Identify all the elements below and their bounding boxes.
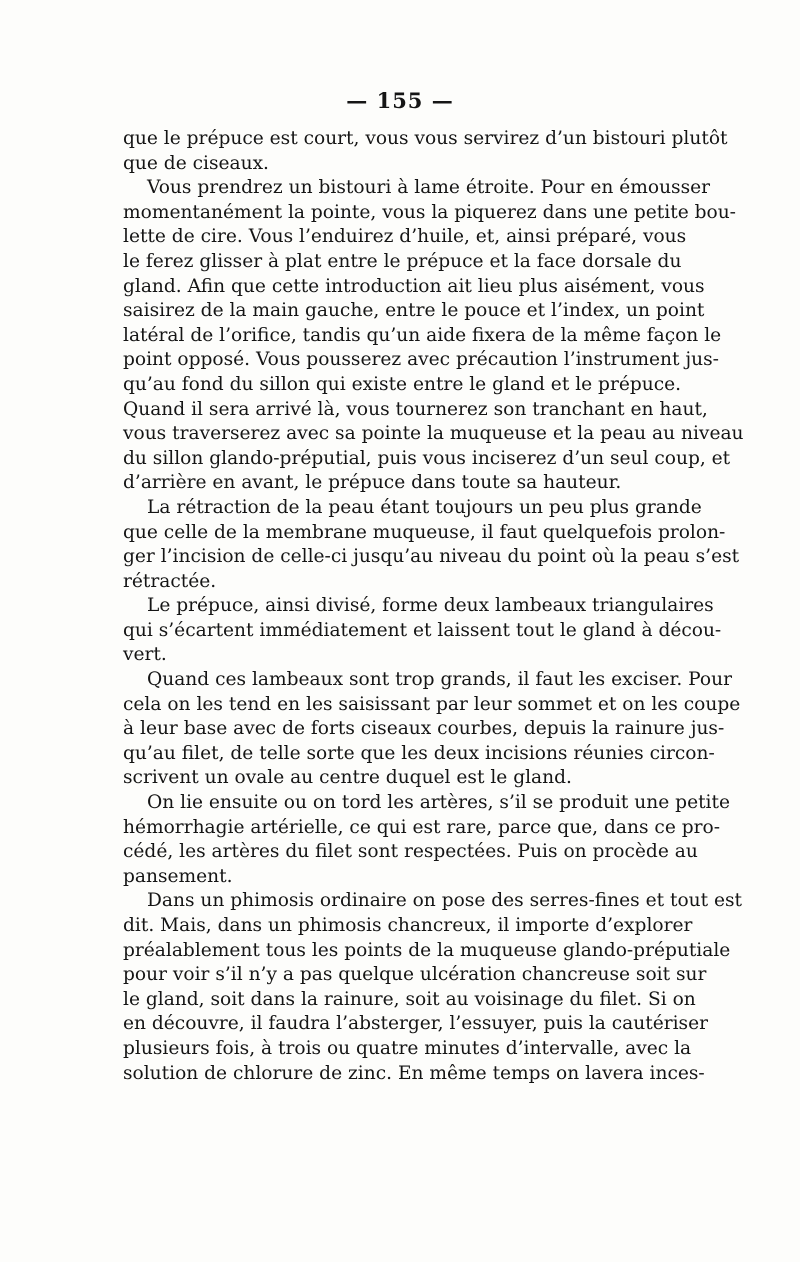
text-line: vert. (123, 644, 167, 666)
text-line: le gland, soit dans la rainure, soit au voisinage du filet. Si on (123, 988, 696, 1010)
text-line: pour voir s’il n’y a pas quelque ulcération chancreuse soit sur (123, 964, 707, 986)
paragraph (123, 791, 730, 889)
text-line: le ferez glisser à plat entre le prépuce et la face dorsale du (123, 250, 682, 272)
text-line: solution de chlorure de zinc. En même temps on lavera inces- (123, 1062, 705, 1084)
paragraph (123, 889, 743, 1086)
paragraph (123, 594, 722, 668)
text-line: saisirez de la main gauche, entre le pouce et l’index, un point (123, 300, 705, 322)
text-line: plusieurs fois, à trois ou quatre minutes d’intervalle, avec la (123, 1037, 692, 1059)
paragraph (123, 496, 740, 594)
text-line: Quand ces lambeaux sont trop grands, il faut les exciser. Pour (147, 669, 732, 691)
text-line: que celle de la membrane muqueuse, il faut quelquefois prolon- (123, 521, 726, 543)
body-text (123, 127, 744, 1086)
text-line: latéral de l’orifice, tandis qu’un aide fixera de la même façon le (123, 324, 722, 346)
text-line: que le prépuce est court, vous vous servirez d’un bistouri plutôt (123, 128, 728, 149)
page-number-header: — 155 — (346, 88, 454, 113)
text-line: cédé, les artères du filet sont respectées. Puis on procède au (123, 841, 698, 863)
text-line: du sillon glando-préputial, puis vous inciserez d’un seul coup, et (123, 447, 731, 469)
paragraph (123, 668, 741, 791)
paragraph (123, 127, 728, 176)
text-line: La rétraction de la peau étant toujours un peu plus grande (147, 496, 702, 518)
text-line: Quand il sera arrivé là, vous tournerez son tranchant en haut, (123, 398, 708, 420)
text-line: à leur base avec de forts ciseaux courbes, depuis la rainure jus- (123, 718, 725, 740)
text-line: cela on les tend en les saisissant par leur sommet et on les coupe (123, 693, 741, 715)
text-line: scrivent un ovale au centre duquel est le gland. (123, 767, 572, 789)
text-line: préalablement tous les points de la muqueuse glando-préputiale (123, 939, 731, 961)
text-line: point opposé. Vous pousserez avec précaution l’instrument jus- (123, 349, 719, 371)
text-line: qui s’écartent immédiatement et laissent tout le gland à décou- (123, 619, 722, 641)
text-line: rétractée. (123, 570, 217, 592)
text-line: dit. Mais, dans un phimosis chancreux, il importe d’explorer (123, 915, 693, 936)
text-line: ger l’incision de celle-ci jusqu’au niveau du point où la peau s’est (123, 546, 740, 568)
text-line: Vous prendrez un bistouri à lame étroite. Pour en émousser (147, 177, 711, 199)
text-line: hémorrhagie artérielle, ce qui est rare, parce que, dans ce pro- (123, 816, 721, 838)
text-line: pansement. (123, 865, 233, 887)
text-line: On lie ensuite ou on tord les artères, s’il se produit une petite (147, 792, 730, 814)
text-line: momentanément la pointe, vous la piquerez dans une petite bou- (123, 201, 736, 223)
text-line: vous traverserez avec sa pointe la muqueuse et la peau au niveau (123, 423, 744, 445)
text-line: qu’au fond du sillon qui existe entre le gland et le prépuce. (123, 373, 682, 395)
text-line: Le prépuce, ainsi divisé, forme deux lambeaux triangulaires (147, 595, 714, 617)
text-line: Dans un phimosis ordinaire on pose des serres-fines et tout est (147, 890, 743, 912)
text-line: lette de cire. Vous l’enduirez d’huile, et, ainsi préparé, vous (123, 226, 687, 248)
text-line: en découvre, il faudra l’absterger, l’essuyer, puis la cautériser (123, 1013, 708, 1035)
text-line: que de ciseaux. (123, 152, 269, 174)
text-line: qu’au filet, de telle sorte que les deux incisions réunies circon- (123, 742, 715, 764)
text-line: gland. Afin que cette introduction ait lieu plus aisément, vous (123, 275, 705, 297)
paragraph (123, 176, 744, 496)
text-line: d’arrière en avant, le prépuce dans toute sa hauteur. (123, 472, 622, 494)
